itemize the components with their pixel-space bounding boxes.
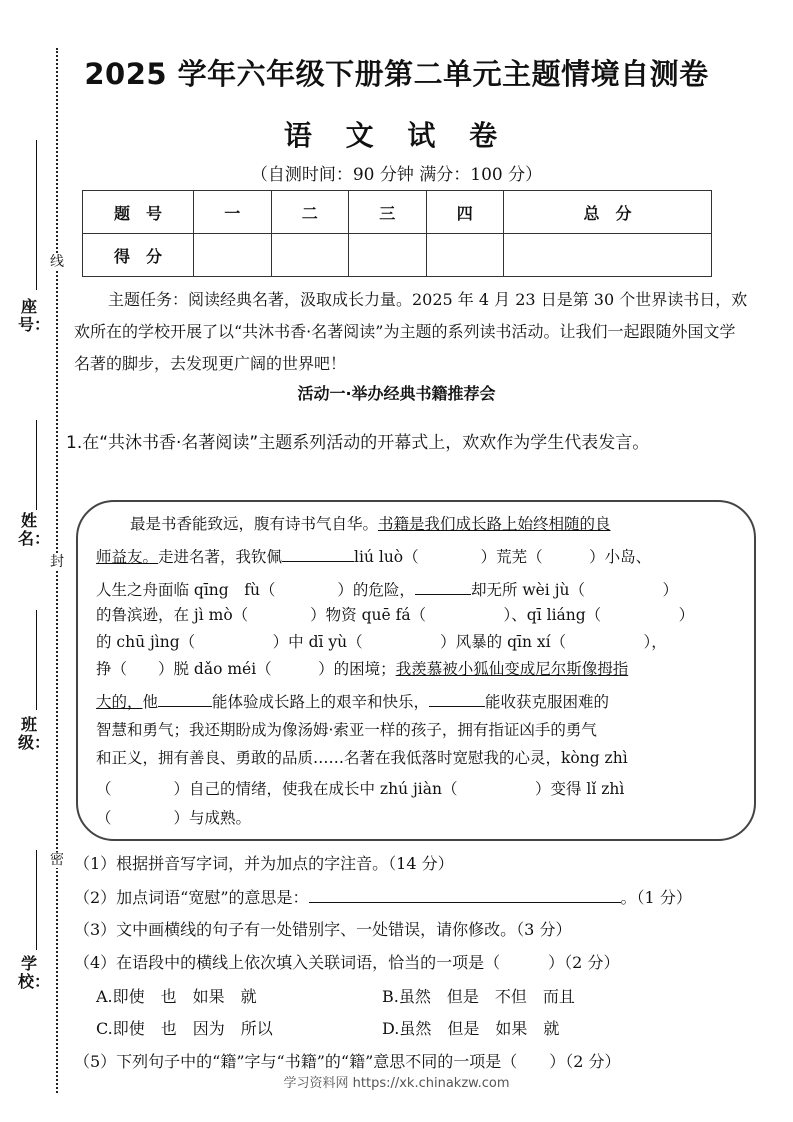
passage-text: 人生之舟面临 qīng fù（ ）的危险， <box>96 581 415 599</box>
answer-blank[interactable] <box>309 901 621 903</box>
exam-title: 2025 学年六年级下册第二单元主题情境自测卷 <box>84 57 709 91</box>
underlined-sentence: 书籍是我们成长路上始终相随的良 <box>378 515 611 533</box>
subquestion-5: （5）下列句子中的“籍”字与“书籍”的“籍”意思不同的一项是（ ）（2 分） <box>74 1052 621 1071</box>
header-cell-2: 二 <box>271 191 349 234</box>
school-underline <box>36 850 37 950</box>
passage-line-2 <box>96 545 744 567</box>
passage-line-8: 智慧和勇气；我还期盼成为像汤姆·索亚一样的孩子，拥有指证凶手的勇气 <box>96 721 597 739</box>
passage-text: 能体验成长路上的艰辛和快乐， <box>212 693 430 711</box>
underlined-sentence: 师益友。 <box>96 548 159 566</box>
passage-text: 最是书香能致远，腹有诗书气自华。 <box>130 515 379 533</box>
fill-blank[interactable] <box>415 593 471 595</box>
score-table <box>82 190 712 277</box>
passage-line-1 <box>130 512 744 534</box>
exam-subtitle: 语 文 试 卷 <box>283 119 510 152</box>
fill-blank[interactable] <box>429 705 485 707</box>
subquestion-2-points: 。（1 分） <box>620 888 692 907</box>
option-c[interactable]: C.即使 也 因为 所以 <box>96 1019 273 1038</box>
score-cell-2[interactable] <box>271 234 349 277</box>
binding-mark-secret: 密 <box>50 852 64 868</box>
binding-dotted-line <box>56 48 58 1093</box>
fill-blank[interactable] <box>282 560 354 562</box>
class-underline <box>36 610 37 710</box>
header-cell-4: 四 <box>426 191 504 234</box>
activity-title: 活动一·举办经典书籍推荐会 <box>297 384 496 403</box>
passage-text: 能收获克服困难的 <box>485 693 610 711</box>
score-cell-3[interactable] <box>349 234 427 277</box>
underlined-sentence: 我羡慕被小狐仙变成尼尔斯像拇指 <box>395 660 629 678</box>
score-cell-total[interactable] <box>504 234 712 277</box>
question-1-prompt: 1.在“共沐书香·名著阅读”主题系列活动的开幕式上，欢欢作为学生代表发言。 <box>66 433 650 453</box>
passage-text: liú luò（ ）荒芜（ ）小岛、 <box>354 548 652 566</box>
passage-line-4: 的鲁滨逊，在 jì mò（ ）物资 quē fá（ ）、qī liáng（ ） <box>96 606 695 624</box>
subquestion-2-prompt: （2）加点词语“宽慰”的意思是： <box>74 888 309 907</box>
score-table-header-row <box>83 191 712 234</box>
score-row-label: 得 分 <box>83 234 194 277</box>
name-label: 姓名： <box>18 511 51 548</box>
passage-line-11: （ ）与成熟。 <box>96 809 252 827</box>
seat-label: 座号： <box>18 297 51 334</box>
passage-line-9: 和正义，拥有善良、勇敢的品质……名著在我低落时宽慰我的心灵，kòng zhì <box>96 749 628 767</box>
option-a[interactable]: A.即使 也 如果 就 <box>96 987 257 1006</box>
subquestion-3: （3）文中画横线的句子有一处错别字、一处错误，请你修改。（3 分） <box>74 920 572 939</box>
binding-mark-line: 线 <box>50 254 64 270</box>
score-table-score-row <box>83 234 712 277</box>
passage-line-6 <box>96 657 744 679</box>
theme-task-intro: 主题任务：阅读经典名著，汲取成长力量。2025 年 4 月 23 日是第 30 个世界读书日，欢欢所在的学校开展了以“共沐书香·名著阅读”为主题的系列读书活动。让我们一起跟随外国文学名著的脚步，去发现更广阔的世界吧！ <box>74 290 748 373</box>
passage-line-10: （ ）自己的情绪，使我在成长中 zhú jiàn（ ）变得 lǐ zhì <box>96 780 625 798</box>
class-label: 班级： <box>18 715 51 752</box>
header-cell-3: 三 <box>349 191 427 234</box>
passage-line-7 <box>96 690 744 712</box>
school-label: 学校： <box>18 954 51 991</box>
passage-text: 走进名著，我钦佩 <box>158 548 283 566</box>
header-cell-1: 一 <box>194 191 272 234</box>
fill-blank[interactable] <box>158 705 212 707</box>
option-b[interactable]: B.虽然 但是 不但 而且 <box>382 987 575 1006</box>
subquestion-1: （1）根据拼音写字词，并为加点的字注音。（14 分） <box>74 854 454 873</box>
header-cell-total: 总 分 <box>504 191 712 234</box>
footer-watermark: 学习资料网 https://xk.chinakzw.com <box>283 1076 510 1091</box>
passage-line-5: 的 chū jìng（ ）中 dī yù（ ）风暴的 qīn xí（ ）， <box>96 633 667 651</box>
binding-mark-seal: 封 <box>50 554 64 570</box>
score-cell-1[interactable] <box>194 234 272 277</box>
score-cell-4[interactable] <box>426 234 504 277</box>
option-d[interactable]: D.虽然 但是 如果 就 <box>382 1019 560 1038</box>
subquestion-4: （4）在语段中的横线上依次填入关联词语，恰当的一项是（ ）（2 分） <box>74 953 620 972</box>
passage-text: 他 <box>142 693 159 711</box>
header-cell-item: 题 号 <box>83 191 194 234</box>
underlined-sentence: 大的， <box>96 693 143 711</box>
passage-text: 却无所 wèi jù（ ） <box>470 581 678 599</box>
exam-timing: （自测时间：90 分钟 满分：100 分） <box>250 165 543 185</box>
subquestion-2 <box>74 885 764 908</box>
name-underline <box>36 420 37 510</box>
passage-text: 挣（ ）脱 dǎo méi（ ）的困境； <box>96 660 396 678</box>
passage-line-3 <box>96 578 744 600</box>
